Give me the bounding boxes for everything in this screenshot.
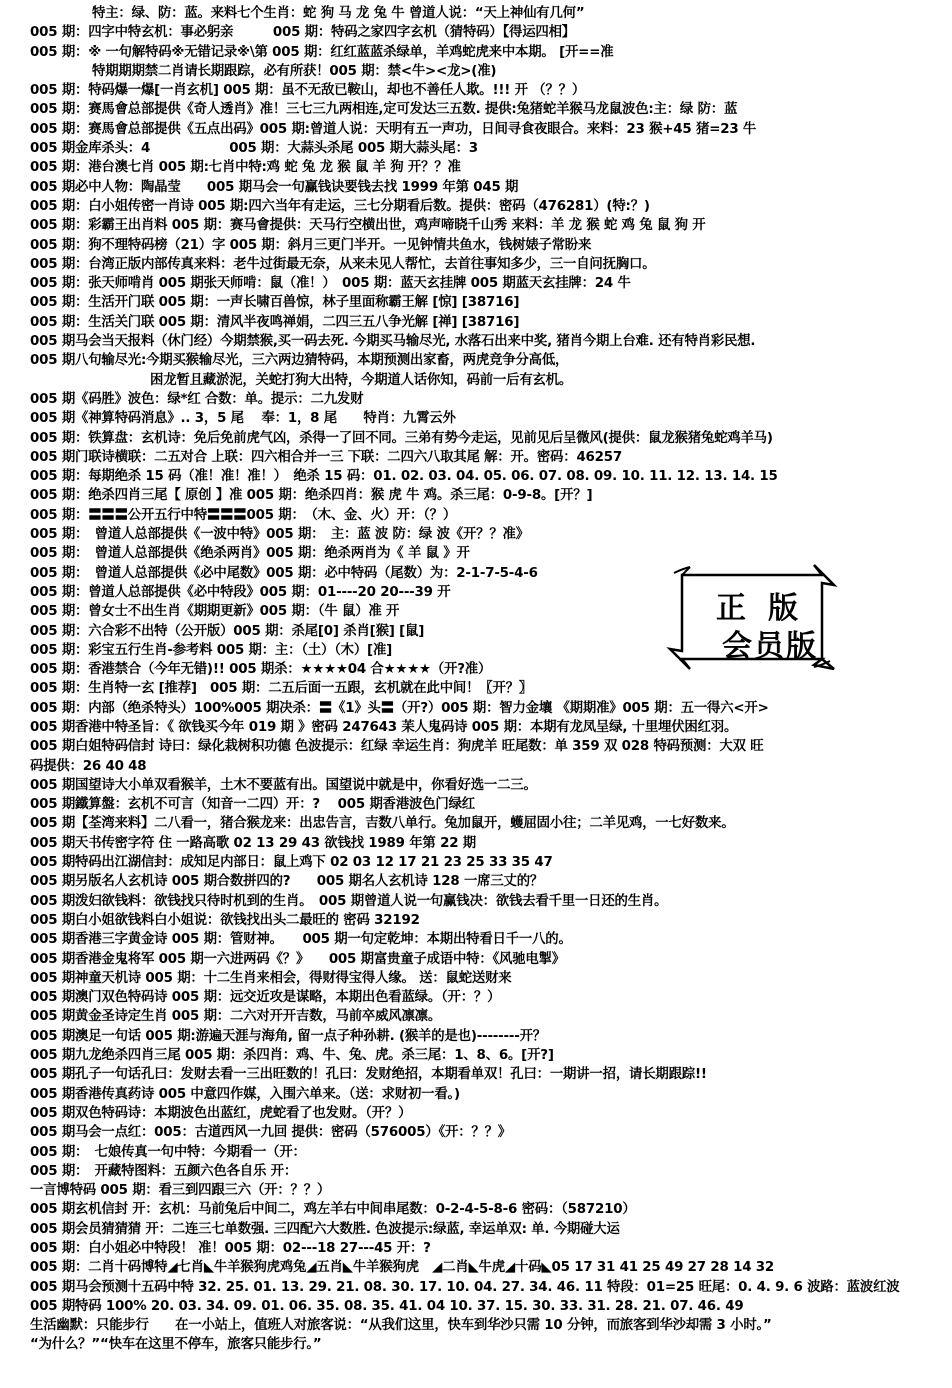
text-line: 005 期白姐特码信封 诗曰：绿化栽树积功德 色波提示：红绿 幸运生肖：狗虎羊 旺尾数：单 359 双 028 特码预测：大双 旺	[30, 739, 764, 755]
text-line: 005 期：台湾正版内部传真来料：老牛过街最无奈，从来未见人帮忙，去首往事知多少，三一自问抚胸口。	[30, 256, 656, 272]
text-line: 特主：绿、防：蓝。来料七个生肖：蛇 狗 马 龙 兔 牛 曾道人说：“天上神仙有几何”	[92, 6, 585, 21]
text-line: 005 期另版名人玄机诗 005 期合数拼四的? 005 期名人玄机诗 128 一席三丈的？	[30, 874, 544, 890]
text-line: 005 期：※ 一句解特码※无错记录※\第 005 期：红红蓝蓝杀绿单，羊鸡蛇虎来中本期。 [开==准	[30, 44, 614, 60]
text-line: 005 期：二肖十码博特◢七肖◣牛羊猴狗虎鸡兔◢五肖◣牛羊猴狗虎 ◢二肖◣牛虎◢十码◣05 17 31 41 25 49 27 28 14 32	[30, 1260, 775, 1276]
text-line: 005 期：香港禁合（今年无错)!! 005 期杀：★★★★04 合★★★★（开?准）	[30, 662, 492, 678]
text-line: 005 期《码胜》波色：绿*红 合数：单。提示：二九发财	[30, 391, 364, 407]
text-line: “为什么？”“快车在这里不停车，旅客只能步行。”	[30, 1337, 322, 1353]
text-line: 005 期黄金圣诗定生肖 005 期：二六对开开吉数，马前卒威风凛凛。	[30, 1009, 442, 1025]
text-line: 005 期《神算特码消息》.. 3，5 尾 奉：1，8 尾 特肖：九霄云外	[30, 411, 456, 427]
text-line: 005 期：铁算盘：玄机诗：免后免前虎气凶，杀得一了回不同。三弟有势今走运，见前见后呈微风(提供：鼠龙猴猪兔蛇鸡羊马)	[30, 430, 773, 446]
text-line: 005 期：每期绝杀 15 码（准！准！准！） 绝杀 15 码：01. 02. 03. 04. 05. 06. 07. 08. 09. 10. 11. 12. 13. 14. 15	[30, 469, 778, 485]
text-line: 码提供：26 40 48	[30, 758, 147, 774]
text-line: 005 期：四字中特玄机：事必躬亲 005 期：特码之家四字玄机（猜特码）【得运四相】	[30, 25, 575, 41]
text-line: 005 期必中人物：陶晶莹 005 期马会一句赢钱诀要钱去找 1999 年第 045 期	[30, 179, 519, 195]
text-line: 005 期：赛馬會总部提供《五点出码》005 期:曾道人说：天明有五一声功，日间寻食夜眼合。来料：23 猴+45 猪=23 牛	[30, 121, 757, 137]
text-line: 005 期：生活关门联 005 期：清风半夜鸣禅娟，二四三五八争光解 [禅] [38716]	[30, 314, 520, 330]
text-line: 005 期门联诗横联：二五对合 上联：四六相合并一三 下联：二四六八取其尾 解：开。密码：46257	[30, 449, 623, 465]
text-line: 005 期八句输尽光:今期买猴输尽光，三六两边猜特码，本期预测出家畜，两虎竞争分高低，	[30, 353, 569, 369]
text-line: 005 期特码出江湖信封：成知足内部日：鼠上鸡下 02 03 12 17 21 23 25 33 35 47	[30, 855, 553, 871]
text-line: 005 期：白小姐必中特段！ 准！005 期：02---18 27---45 开：?	[30, 1241, 431, 1256]
official-member-badge	[652, 555, 852, 679]
badge-line-1: 正版	[716, 591, 820, 626]
text-line: 005 期澳足一句话 005 期:游遍天涯与海角, 留一点子种孙耕. (猴羊的是也)--------开？	[30, 1028, 546, 1044]
text-line: 005 期双色特码诗：本期波色出蓝红，虎蛇看了也发财。（开？）	[30, 1105, 412, 1121]
text-line: 005 期【荃湾来料】二八看一，猪合猴龙来：出忠告言，吉数八单行。兔加鼠开，蠖屈固小往；二羊见鸡，一七好数来。	[30, 816, 735, 832]
text-line: 005 期马会预测十五码中特 32. 25. 01. 13. 29. 21. 08. 30. 17. 10. 04. 27. 34. 46. 11 特段：01=25 旺尾：0. 4. 9. 6 波路：蓝波红波	[30, 1279, 900, 1295]
text-line: 005 期：白小姐传密一肖诗 005 期:四六当年有走运，三七分期看后数。提供：密码（476281）(特:？)	[30, 198, 650, 214]
text-line: 005 期：张天师啃肖 005 期张天师啃：鼠（准！） 005 期：蓝天玄挂牌 005 期蓝天玄挂牌：24 牛	[30, 276, 631, 292]
text-line: 005 期：港台澳七肖 005 期:七肖中特:鸡 蛇 兔 龙 猴 鼠 羊 狗 开？？准	[30, 160, 461, 176]
text-line: 005 期天书传密字符 住 一路高歌 02 13 29 43 欲钱找 1989 年第 22 期	[30, 835, 476, 851]
text-line: 005 期马会一点红：005：古道西风一九回 提供：密码（576005）《开：？？》	[30, 1125, 511, 1141]
text-line: 005 期：彩宝五行生肖-参考料 005 期：主：（土）（木）[准]	[30, 642, 393, 658]
text-line: 005 期九龙绝杀四肖三尾 005 期：杀四肖：鸡、牛、兔、虎。杀三尾：1、8、6。[开?]	[30, 1048, 554, 1064]
text-line: 005 期玄机信封 开：玄机：马前兔后中间二，鸡左羊右中间串尾数：0-2-4-5-8-6 密码：（587210）	[30, 1202, 636, 1218]
text-line: 005 期金库杀头：4 005 期：大蒜头杀尾 005 期大蒜头尾：3	[30, 141, 478, 157]
text-line: 005 期：生肖特一玄 [推荐] 005 期：二五后面一五跟，玄机就在此中间！〖开？〗	[30, 681, 533, 697]
text-line: 005 期国望诗大小单双看猴羊，土木不要蓝有出。国望说中就是中，你看好选一二三。	[30, 777, 537, 793]
text-line: 005 期香港中特圣旨：《 欲钱买今年 019 期 》密码 247643 苿人鬼码诗 005 期：本期有龙凤呈绿, 十里埋伏困红羽。	[30, 719, 738, 735]
text-line: 005 期香港三字黄金诗 005 期：管财神。 005 期一句定乾坤：本期出特看日千一八的。	[30, 932, 572, 948]
text-line: 生活幽默：只能步行 在一小站上，值班人对旅客说：“从我们这里，快车到华沙只需 10 分钟，而旅客到华沙却需 3 小时。”	[30, 1318, 772, 1334]
text-line: 一言博特码 005 期：看三到四跟三六（开：？？）	[30, 1183, 331, 1199]
text-line: 005 期神童天机诗 005 期：十二生肖来相会，得财得宝得人缘。 送：鼠蛇送财来	[30, 970, 512, 986]
text-line: 特期期期禁二肖请长期跟踪，必有所获！005 期：禁<牛><龙>(准)	[92, 63, 497, 79]
text-line: 005 期：内部（绝杀特头）100%005 期决杀：〓《1》头〓（开?）005 期：智力金壤 《期期准》005 期：五一得六<开>	[30, 700, 769, 716]
badge-line-2: 会员版	[722, 629, 818, 664]
text-line: 005 期： 七娘传真一句中特：今期看一（开：	[30, 1144, 306, 1160]
text-line: 005 期： 曾道人总部提供《必中尾数》005 期：必中特码（尾数）为：2-1-7-5-4-6	[30, 565, 538, 581]
text-line: 005 期：绝杀四肖三尾【 原创 】准 005 期：绝杀四肖：猴 虎 牛 鸡。杀三尾：0-9-8。[开？]	[30, 488, 593, 504]
text-line: 困龙暂且藏淤泥，关蛇打狗大出特，今期道人话你知，码前一后有玄机。	[150, 372, 573, 388]
text-line: 005 期：曾女士不出生肖《期期更新》005 期：（牛 鼠）准 开	[30, 604, 400, 620]
text-line: 005 期：赛馬會总部提供《奇人透肖》准！三七三九两相连,定可发达三五数. 提供:兔猪蛇羊猴马龙鼠波色:主：绿 防：蓝	[30, 102, 738, 118]
text-line: 005 期孔子一句话孔曰：发财去看一三出旺数的！孔曰：发财绝招，本期看单双！孔曰：一期讲一招，请长期跟踪!!	[30, 1067, 707, 1083]
text-line: 005 期鐵算盤：玄机不可言（知音一二四）开：? 005 期香港波色门绿红	[30, 797, 475, 813]
text-line: 005 期： 曾道人总部提供《绝杀两肖》005 期：绝杀两肖为《 羊 鼠 》开	[30, 546, 470, 562]
text-line: 005 期泼妇欲钱料：欲钱找只待时机到的生肖。 005 期曾道人说一句赢钱决：欲钱去看千里一日还的生肖。	[30, 893, 668, 909]
text-line: 005 期：曾道人总部提供《必中特段》005 期：01----20 20---39 开	[30, 584, 451, 600]
text-line: 005 期：特码爆一爆[一肖玄机] 005 期：虽不无敌已鞍山，却也不善任人欺。!!! 开 （？？）	[30, 83, 586, 99]
text-line: 005 期： 曾道人总部提供《一波中特》005 期： 主：蓝 波 防：绿 波《开？？准》	[30, 527, 529, 543]
text-line: 005 期特码 100% 20. 03. 34. 09. 01. 06. 35. 08. 35. 41. 04 10. 37. 15. 30. 33. 31. 28. 21. 07. 46. 49	[30, 1298, 744, 1314]
text-line: 005 期：彩霸王出肖料 005 期：赛马會提供：天马行空横出世，鸡声啼晓千山秀 来料：羊 龙 猴 蛇 鸡 兔 鼠 狗 开	[30, 218, 706, 234]
text-line: 005 期马会当天报料（休门经）今期禁猴,买一码去死. 今期买马输尽光, 水落石出来中奖, 猪肖今期上台难. 还有特肖彩民想.	[30, 334, 756, 350]
text-line: 005 期：生活开门联 005 期：一声长啸百兽惊，林子里面称霸王解 [惊] [38716]	[30, 295, 520, 311]
text-line: 005 期：狗不理特码榜（21）字 005 期：斜月三更门半开。一见钟情共鱼水，钱树婊子常盼来	[30, 237, 592, 253]
text-line: 005 期白小姐欲钱料白小姐说：欲钱找出头二最旺的 密码 32192	[30, 912, 420, 928]
text-line: 005 期香港金鬼将军 005 期一六进两码《？》 005 期富贵童子成语中特：《风驰电掣》	[30, 951, 565, 967]
text-line: 005 期： 开藏特图料：五颜六色各自乐 开：	[30, 1163, 298, 1179]
text-line: 005 期澳门双色特码诗 005 期：远交近攻是谋略，本期出色看蓝绿。（开：？）	[30, 990, 501, 1006]
text-line: 005 期：〓〓〓公开五行中特〓〓〓005 期： （木、金、火）开：（？）	[30, 507, 457, 523]
text-line: 005 期：六合彩不出特（公开版）005 期：杀尾[0] 杀肖[猴] [鼠]	[30, 623, 425, 639]
document-body	[30, 4, 946, 1355]
text-line: 005 期香港传真药诗 005 中意四作媒，入围六单来。（送：求财初一看。)	[30, 1086, 460, 1102]
text-line: 005 期会员猜猜猜 开：二连三七单数强. 三四配六大数胜. 色波提示:绿蓝, 幸运单双: 单. 今期碰大运	[30, 1221, 620, 1237]
